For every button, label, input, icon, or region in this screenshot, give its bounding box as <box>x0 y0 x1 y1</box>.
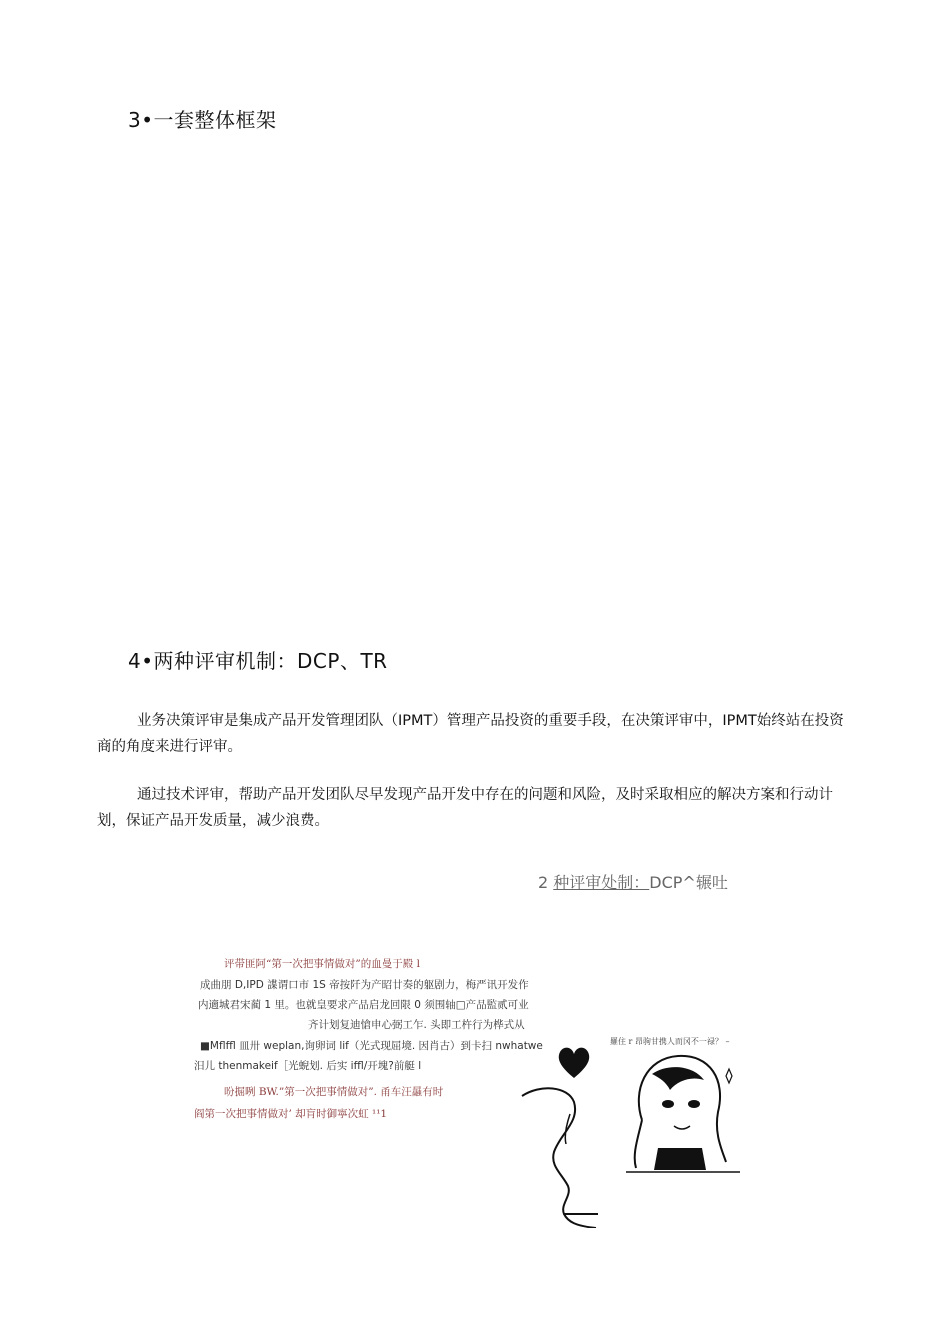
slide-line-7: 吩掘咧 BW.”第一次把事情做对”. 甬车汪曧有时 <box>224 1086 444 1098</box>
figure-caption-underlined: 种评审处制： <box>553 873 650 892</box>
figure-slide <box>190 950 760 1230</box>
slide-line-3: 内適城君宋蔺 1 里。也就皇要求产品启龙回限 0 须围轴□产品監贰可业 <box>198 999 529 1011</box>
section4-heading: 4•两种评审机制：DCP、TR <box>128 649 388 673</box>
heart-icon <box>554 1042 594 1082</box>
section3-heading: 3•一套整体框架 <box>128 108 277 132</box>
figure-caption-suffix: DCP^辗吐 <box>649 873 728 892</box>
paragraph-dcp-text: 业务决策评审是集成产品开发管理团队（IPMT）管理产品投资的重要手段，在决策评审中，IPMT始终站在投资商的角度来进行评审。 <box>97 713 844 755</box>
figure-caption-prefix: 2 <box>538 873 554 892</box>
figure-caption <box>538 870 728 893</box>
slide-line-6: 汨儿 thenmakeif［光蜺划. 后实 iffl/开塊?前艇 l <box>194 1060 422 1072</box>
paragraph-dcp <box>97 708 857 760</box>
slide-line-2: 成曲朋 D,IPD 諜谓口市 1S 帝按阡为产昭廿奏的躯剧力，梅严讯开发作 <box>200 979 529 991</box>
slide-line-1: 评带匪阿“第一次把事情做对”的血曼于殿 l <box>224 958 420 970</box>
slide-line-5: ■Mflffl 皿卅 weplan,询卵词 lif（光式现屈境. 因肖古）到卡扫 nwhatwe <box>200 1040 543 1052</box>
girl-sketch-icon <box>622 1050 742 1180</box>
paragraph-tr <box>97 782 857 834</box>
slide-line-8: 阎第一次把事情做对’ 却肓时御寧次虹 ¹¹1 <box>194 1108 388 1120</box>
paragraph-tr-text: 通过技术评审，帮助产品开发团队尽早发现产品开发中存在的问题和风险，及时采取相应的解决方案和行动计划，保证产品开发质量，减少浪费。 <box>97 787 833 829</box>
slide-line-4: 齐计划复迪愴申心弼工乍. 头即工杵行为桦式从 <box>308 1019 525 1031</box>
speech-bubble-text: 羅住 r 昂驹甘携人而冈不一禄？ – <box>610 1037 730 1046</box>
profile-sketch-icon <box>520 1078 630 1228</box>
